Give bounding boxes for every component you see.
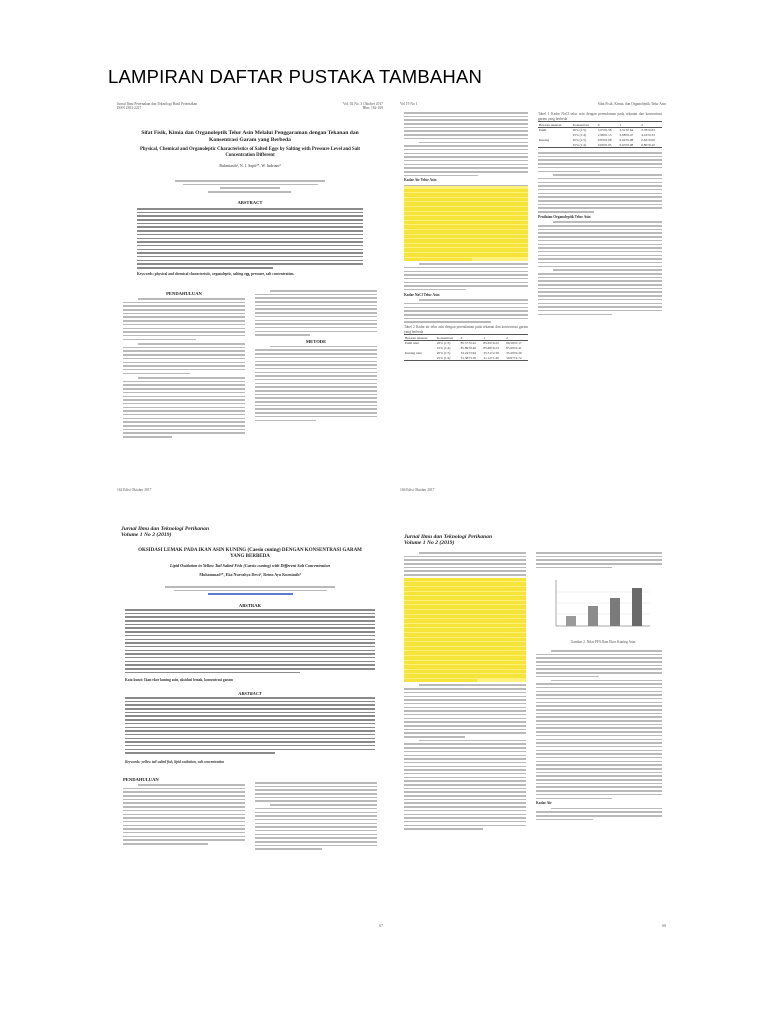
chart-bar xyxy=(588,606,598,626)
affiliations xyxy=(165,586,335,597)
subheading-kadar-nacl: Kadar NaCl Telur Asin xyxy=(404,292,440,297)
intro-heading: PENDAHULUAN xyxy=(166,291,202,296)
method-heading: METODE xyxy=(305,338,327,344)
table-header-cell: 2 xyxy=(641,122,643,127)
highlighted-passage xyxy=(404,578,526,683)
page-number: 68 xyxy=(662,924,666,928)
chart-bar xyxy=(566,616,576,626)
keywords-id: Kata kunci: Ikan ekor kuning asin, oksidasi lemak, konsentrasi garam xyxy=(125,678,233,682)
page-footer xyxy=(400,488,666,492)
table-header-cell: 1 xyxy=(619,122,622,127)
abstract-en-body xyxy=(125,697,375,756)
abstract-body xyxy=(125,609,375,675)
article-title: Sifat Fisik, Kimia dan Organoleptik Telur Asin Melalui Penggaraman dengan Tekanan dan Konsentrasi Garam yang Berbeda xyxy=(141,130,359,143)
article-title-block xyxy=(135,130,365,168)
table-header-cell: 2 xyxy=(506,335,508,340)
table-row: Putih 20% (1:5) 3.05±0.58 3.31±0.64 3.78±0.63 xyxy=(539,128,655,133)
journal-volume: Vol. 02 No. 3 Oktober 2017 xyxy=(343,102,383,106)
journal-pages: Hlm: 162-169 xyxy=(362,106,383,110)
table-header-cell: Konsentrasi xyxy=(436,335,453,340)
subheading-kadar-air: Kadar Air Telur Asin xyxy=(404,178,437,183)
article-title-block xyxy=(135,548,365,577)
journal-heading xyxy=(404,534,492,547)
abstract-keywords: Keywords: physical and chemical characteristic, organoleptic, salting egg, pressure, salt concentration. xyxy=(137,272,295,276)
article-authors: Muhammad¹*, Eka Nurrahya Dewi², Retno Ayu Kurniasih³ xyxy=(199,571,301,577)
journal-page-1 xyxy=(115,100,385,496)
journal-page-4 xyxy=(398,520,668,932)
table-row: Putih telur 20% (1:5) 85.57±0.22 85.65±0.22 86.56±0.17 xyxy=(405,341,522,346)
table2-caption: Tabel 2 Kadar air telur asin dengan perendaman pada tekanan dan konsentrasi garam yang berbeda xyxy=(404,325,528,334)
table1-caption: Tabel 1 Kadar NaCl telur asin dengan perendaman pada tekanan dan konsentrasi garam yang berbeda xyxy=(538,112,662,121)
table-row: 25% (1:4) 85.89±0.40 85.69±0.23 85.69±0.41 xyxy=(436,346,522,351)
column-left xyxy=(123,288,245,440)
table-2 xyxy=(404,334,528,361)
journal-name: Jurnal Ilmu dan Teknologi Perikanan xyxy=(121,526,210,532)
journal-volume: Volume 1 No 2 (2019) xyxy=(121,532,172,539)
table-header-cell: 1 xyxy=(483,335,486,340)
column-right-text xyxy=(536,650,662,823)
table-row: 25% (1:4) 31.58±3.16 31.12±1.40 30.97±2.72 xyxy=(404,355,528,360)
column-right xyxy=(538,112,662,317)
table-row: 25% (1:4) 0.66±0.05 0.63±0.08 0.80±0.10 xyxy=(538,142,662,147)
journal-name: Jurnal Ilmu dan Teknologi Perikanan xyxy=(404,534,493,540)
subheading-kadar-air: Kadar Air xyxy=(536,801,552,806)
table-header-cell: Besaran tekanan xyxy=(405,335,428,340)
subheading-organoleptik: Penilaian Organoleptik Telur Asin xyxy=(538,214,591,219)
table-header-cell: Besaran tekanan xyxy=(539,122,562,127)
column-left xyxy=(404,112,528,361)
abstract-en-heading: ABSTRACT xyxy=(238,691,262,696)
article-authors: Rukmiasih¹, N. I. Sapti²*, W. Indriani³ xyxy=(219,163,281,168)
page-header xyxy=(117,102,383,110)
journal-heading xyxy=(121,526,209,539)
page-footer xyxy=(117,924,383,928)
journal-name: Jurnal Ilmu Peternakan dan Teknologi Hasil Peternakan xyxy=(117,102,198,106)
chart-bar xyxy=(610,598,620,626)
header-left: Vol 19 No 1 xyxy=(400,102,418,106)
journal-issn: ISSN 2303-2227 xyxy=(117,106,142,110)
journal-page-3 xyxy=(115,520,385,932)
page-title: LAMPIRAN DAFTAR PUSTAKA TAMBAHAN xyxy=(108,66,483,87)
table-header-cell: 0 xyxy=(597,122,600,127)
page-footer xyxy=(400,924,666,928)
table-header-cell: Konsentrasi xyxy=(572,122,589,127)
column-left xyxy=(404,552,526,832)
table-row: Kuning telur 20% (1:5) 33.24±3.94 35.51±2.39 35.29±0.29 xyxy=(405,350,522,355)
column-right xyxy=(255,782,377,852)
footer-left: 166 Edisi Oktober 2017 xyxy=(400,488,435,492)
table-header-cell: 0 xyxy=(460,335,463,340)
figure-caption: Gambar 2. Nilai FFA Ikan Ekor Kuning Asin xyxy=(570,640,636,644)
journal-volume: Volume 1 No 2 (2019) xyxy=(404,540,455,547)
table-row: Kuning 20% (1:5) 0.83±0.08 0.62±0.08 0.62±0.06 xyxy=(539,137,655,142)
journal-page-2 xyxy=(398,100,668,496)
affiliations xyxy=(175,180,325,195)
page-header xyxy=(400,102,666,106)
table-row: 25% (1:4) 2.98±0.13 2.98±0.47 4.16±0.33 xyxy=(572,133,655,138)
table-1 xyxy=(538,121,662,148)
column-right-text xyxy=(538,152,662,213)
highlighted-passage xyxy=(404,185,528,261)
footer-left: 162 Edisi Oktober 2017 xyxy=(117,488,152,492)
article-title: OKSIDASI LEMAK PADA IKAN ASIN KUNING (Caesio cuning) DENGAN KONSENTRASI GARAM YANG BERBEDA xyxy=(138,548,362,560)
header-right: Sifat Fisik, Kimia, dan Organoleptik Telur Asin xyxy=(597,102,666,106)
article-title-en: Lipid Oxidation in Yellow Tail Salted Fish (Caesio cuning) with Different Salt Concentration xyxy=(169,563,330,569)
abstract-heading: ABSTRACT xyxy=(237,200,263,205)
column-right xyxy=(536,552,662,570)
column-right xyxy=(255,290,377,423)
abstract-heading: ABSTRAK xyxy=(238,603,262,608)
abstract-body xyxy=(137,208,363,271)
ffa-bar-chart xyxy=(544,576,654,636)
chart-bar xyxy=(632,588,642,626)
article-title-en: Physical, Chemical and Organoleptic Characteristics of Salted Eggs by Salting with Pressure Level and Salt Concentration Different xyxy=(139,147,361,158)
column-left xyxy=(123,774,245,847)
intro-heading: PENDAHULUAN xyxy=(123,777,159,782)
page-footer xyxy=(117,488,383,492)
page-number: 67 xyxy=(379,924,383,928)
keywords-en: Keywords: yellow tail salted fish, lipid oxidation, salt concentration xyxy=(125,760,225,764)
intro-text xyxy=(123,298,245,438)
